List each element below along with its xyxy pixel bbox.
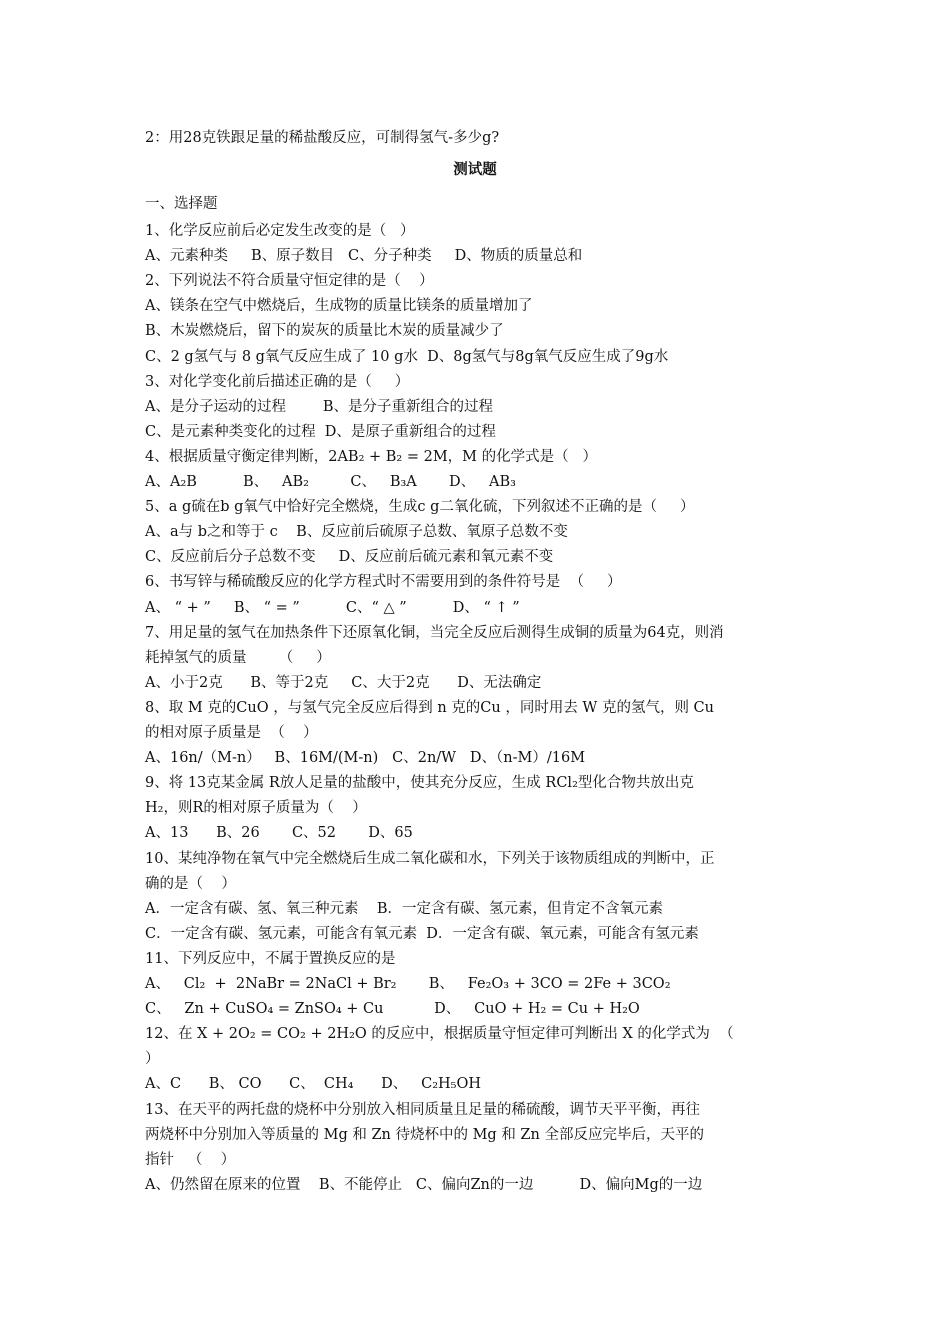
header-question: 2：用28克铁跟足量的稀盐酸反应，可制得氢气-多少g?	[145, 130, 500, 146]
text-line: 的相对原子质量是 （ ）	[145, 725, 318, 741]
text-line: 10、某纯净物在氧气中完全燃烧后生成二氧化碳和水，下列关于该物质组成的判断中，正	[145, 851, 715, 867]
text-line: C．一定含有碳、氢元素，可能含有氧元素 D．一定含有碳、氧元素，可能含有氢元素	[145, 926, 699, 942]
text-line: A、13 B、26 C、52 D、65	[145, 825, 413, 841]
text-line: A、 Cl₂ + 2NaBr = 2NaCl + Br₂ B、 Fe₂O₃ + 3CO = 2Fe + 3CO₂	[145, 976, 671, 992]
text-line: A、小于2克 B、等于2克 C、大于2克 D、无法确定	[145, 675, 542, 691]
text-line: 9、将 13克某金属 R放人足量的盐酸中，使其充分反应，生成 RCl₂型化合物共放出克	[145, 775, 694, 791]
text-line: 7、用足量的氢气在加热条件下还原氧化铜，当完全反应后测得生成铜的质量为64克，则消	[145, 625, 724, 641]
text-line: A、C B、 CO C、 CH₄ D、 C₂H₅OH	[145, 1076, 481, 1092]
text-line: 指针 （ ）	[145, 1152, 236, 1168]
text-line: A、a与 b之和等于 c B、反应前后硫原子总数、氧原子总数不变	[145, 524, 568, 540]
text-line: ）	[145, 1051, 160, 1067]
page-title: 测试题	[453, 162, 497, 178]
section-heading: 一、选择题	[145, 196, 218, 212]
text-line: 确的是（ ）	[145, 876, 236, 892]
text-line: B、木炭燃烧后，留下的炭灰的质量比木炭的质量减少了	[145, 323, 504, 339]
text-line: 6、书写锌与稀硫酸反应的化学方程式时不需要用到的条件符号是 （ ）	[145, 574, 622, 590]
text-line: 11、下列反应中，不属于置换反应的是	[145, 951, 396, 967]
text-line: C、反应前后分子总数不变 D、反应前后硫元素和氧元素不变	[145, 549, 554, 565]
text-line: 3、对化学变化前后描述正确的是（ ）	[145, 374, 410, 390]
text-line: 4、根据质量守衡定律判断，2AB₂ + B₂ = 2M，M 的化学式是（ ）	[145, 449, 597, 465]
text-line: C、2 g氢气与 8 g氧气反应生成了 10 g水 D、8g氢气与8g氧气反应生成了9g水	[145, 349, 669, 365]
text-line: C、是元素种类变化的过程 D、是原子重新组合的过程	[145, 424, 496, 440]
text-line: 2、下列说法不符合质量守恒定律的是（ ）	[145, 273, 434, 289]
text-line: A、16n/（M-n） B、16M/(M-n) C、2n/W D、（n-M）/16M	[145, 750, 586, 766]
text-line: 8、取 M 克的CuO ，与氢气完全反应后得到 n 克的Cu ，同时用去 W 克的氢气，则 Cu	[145, 700, 714, 716]
text-line: A、是分子运动的过程 B、是分子重新组合的过程	[145, 399, 493, 415]
text-line: 12、在 X + 2O₂ = CO₂ + 2H₂O 的反应中，根据质量守恒定律可判断出 X 的化学式为 （	[145, 1026, 734, 1042]
text-line: A、 “ + ” B、 “ = ” C、“ △ ” D、 “ ↑ ”	[145, 600, 520, 616]
text-line: 两烧杯中分别加入等质量的 Mg 和 Zn 待烧杯中的 Mg 和 Zn 全部反应完毕后，天平的	[145, 1127, 704, 1143]
text-line: 5、a g硫在b g氧气中恰好完全燃烧，生成c g二氧化硫，下列叙述不正确的是（ ）	[145, 499, 695, 515]
text-line: H₂，则R的相对原子质量为（ ）	[145, 800, 367, 816]
text-line: A、元素种类 B、原子数目 C、分子种类 D、物质的质量总和	[145, 248, 583, 264]
text-line: A、A₂B B、 AB₂ C、 B₃A D、 AB₃	[145, 474, 516, 490]
text-line: A、镁条在空气中燃烧后，生成物的质量比镁条的质量增加了	[145, 298, 533, 314]
text-line: 耗掉氢气的质量 （ ）	[145, 650, 331, 666]
text-line: 13、在天平的两托盘的烧杯中分别放入相同质量且足量的稀硫酸，调节天平平衡，再往	[145, 1102, 700, 1118]
text-line: A、仍然留在原来的位置 B、不能停止 C、偏向Zn的一边 D、偏向Mg的一边	[145, 1177, 703, 1193]
text-line: 1、化学反应前后必定发生改变的是（ ）	[145, 223, 415, 239]
text-line: C、 Zn + CuSO₄ = ZnSO₄ + Cu D、 CuO + H₂ = Cu + H₂O	[145, 1001, 640, 1017]
text-line: A．一定含有碳、氢、氧三种元素 B．一定含有碳、氢元素，但肯定不含氧元素	[145, 901, 664, 917]
